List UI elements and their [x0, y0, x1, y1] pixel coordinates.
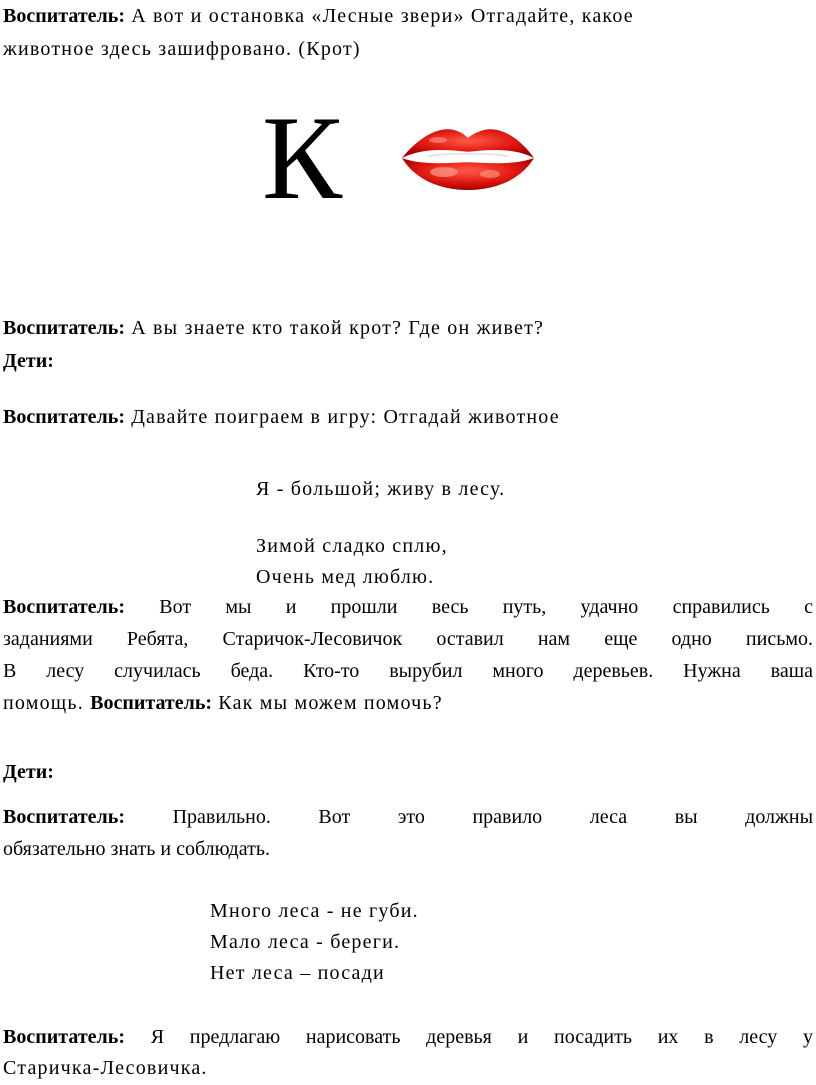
paragraph-4-line-4: помощь. Воспитатель: Как мы можем помочь? — [3, 692, 443, 714]
children-reply-2 — [3, 759, 54, 785]
speaker-label: Дети: — [3, 761, 54, 783]
rule-line-2: Мало леса - береги. — [210, 931, 401, 953]
paragraph-6-line-2: Старичка-Лесовичка. — [3, 1057, 208, 1079]
speaker-label: Воспитатель: — [90, 692, 213, 714]
paragraph-4-line-3: В лесу случилась беда. Кто-то вырубил много деревьев. Нужна ваша — [3, 660, 813, 682]
paragraph-1-line-2: животное здесь зашифровано. (Крот) — [3, 38, 361, 60]
speaker-label: Воспитатель: — [3, 317, 125, 339]
speaker-label: Дети: — [3, 350, 54, 372]
speaker-label: Воспитатель: — [3, 5, 125, 27]
riddle-line-1: Я - большой; живу в лесу. — [256, 478, 506, 500]
riddle-line-2: Зимой сладко сплю, — [256, 535, 448, 557]
rebus-letter: К — [262, 91, 343, 224]
speaker-label: Воспитатель: — [3, 596, 125, 618]
rule-line-3: Нет леса – посади — [210, 962, 385, 984]
lips-icon — [398, 120, 538, 192]
paragraph-5-line-2: обязательно знать и соблюдать. — [3, 838, 270, 860]
paragraph-6-line-1: Воспитатель: Я предлагаю нарисовать деревья и посадить их в лесу у — [3, 1026, 813, 1048]
paragraph-4-line-1: Воспитатель: Вот мы и прошли весь путь, удачно справились с — [3, 596, 813, 618]
speaker-label: Воспитатель: — [3, 406, 125, 428]
paragraph-3: Воспитатель: Давайте поиграем в игру: Отгадай животное — [3, 406, 560, 428]
paragraph-4-line-2: заданиями Ребята, Старичок-Лесовичок оставил нам еще одно письмо. — [3, 628, 813, 650]
paragraph-1-line-1: Воспитатель: А вот и остановка «Лесные звери» Отгадайте, какое — [3, 5, 634, 27]
paragraph-5-line-1: Воспитатель: Правильно. Вот это правило леса вы должны — [3, 806, 814, 828]
children-reply-1 — [3, 348, 54, 374]
paragraph-2: Воспитатель: А вы знаете кто такой крот? Где он живет? — [3, 317, 545, 339]
riddle-line-3: Очень мед люблю. — [256, 566, 435, 588]
speaker-label: Воспитатель: — [3, 1026, 125, 1048]
speaker-label: Воспитатель: — [3, 806, 125, 828]
rule-line-1: Много леса - не губи. — [210, 900, 419, 922]
